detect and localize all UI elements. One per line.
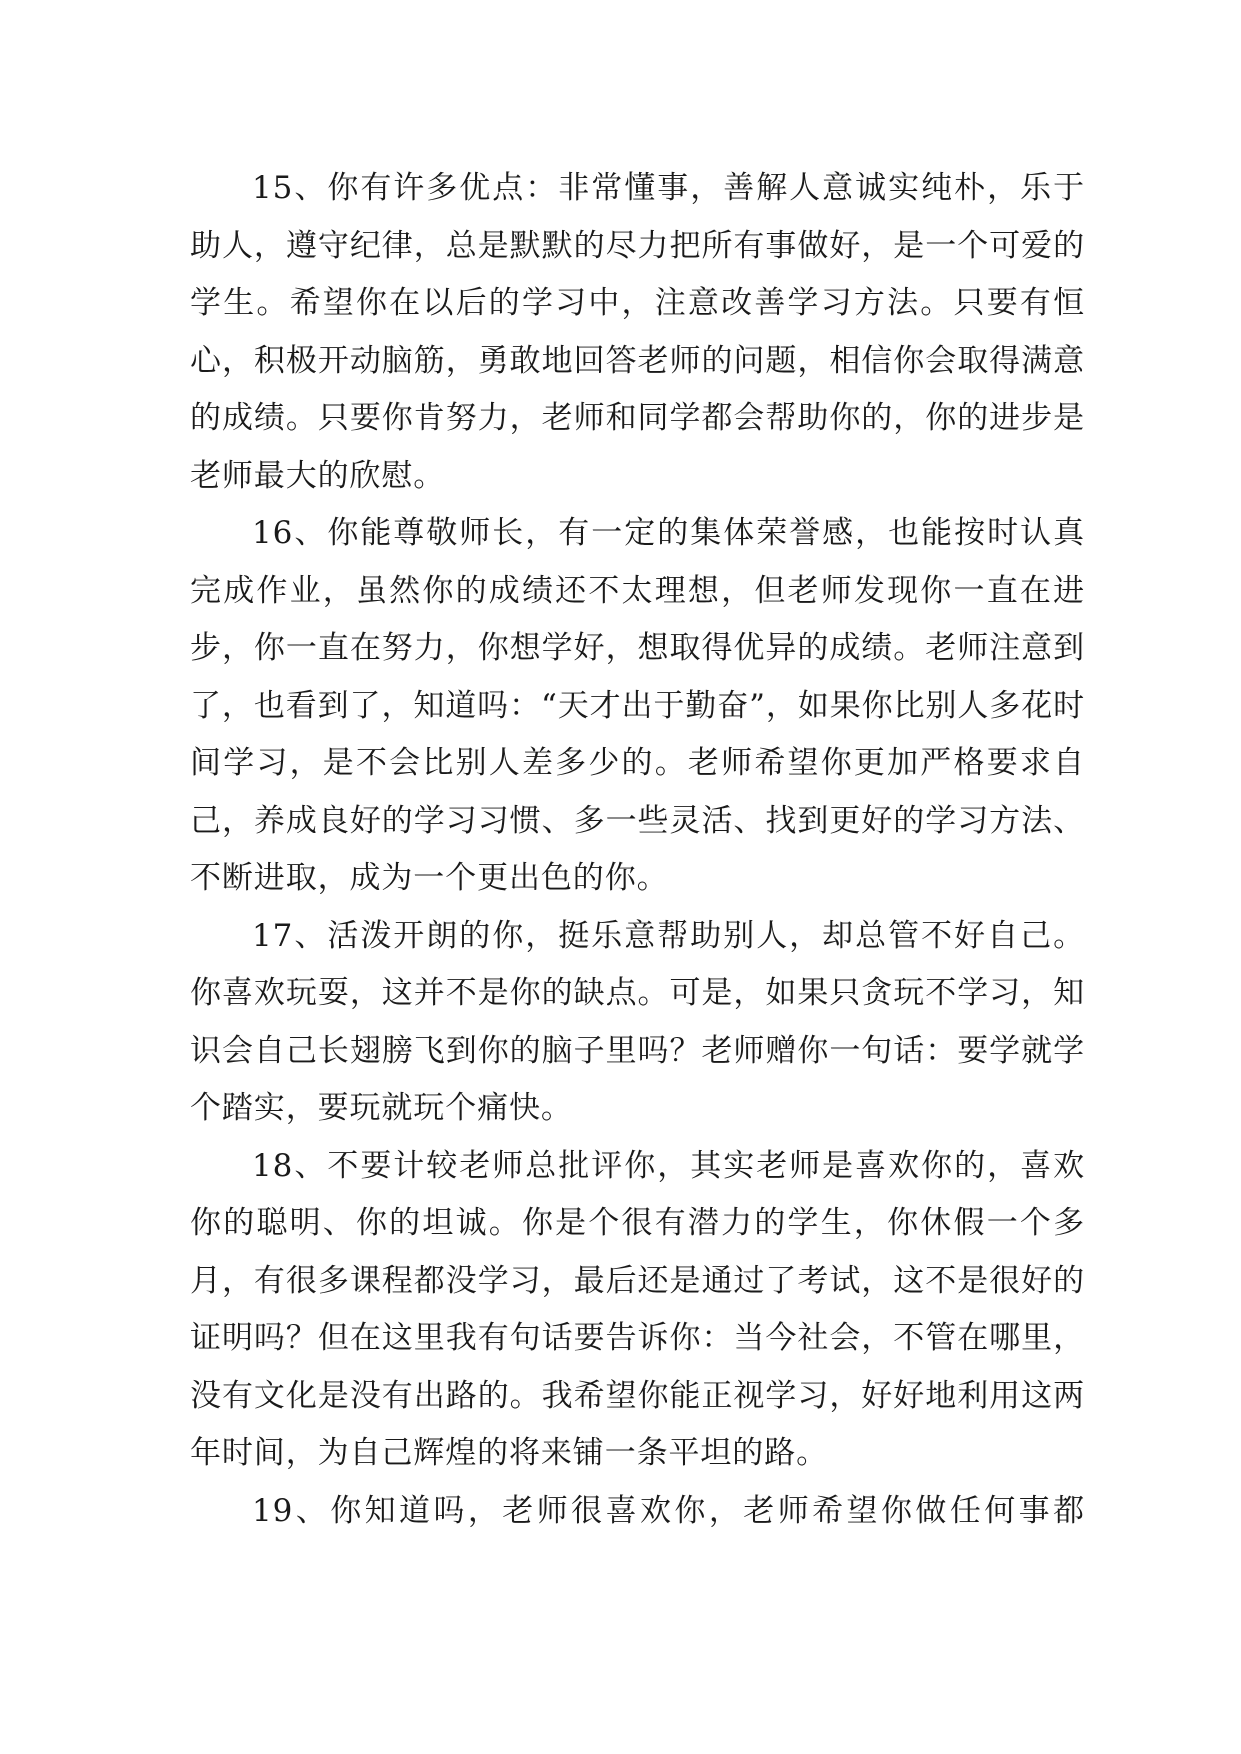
document-body	[190, 160, 1085, 1540]
paragraph-15: 15、你有许多优点：非常懂事，善解人意诚实纯朴，乐于助人，遵守纪律，总是默默的尽力把所有事做好，是一个可爱的学生。希望你在以后的学习中，注意改善学习方法。只要有恒心，积极开动脑筋，勇敢地回答老师的问题，相信你会取得满意的成绩。只要你肯努力，老师和同学都会帮助你的，你的进步是老师最大的欣慰。	[190, 170, 1085, 494]
paragraph-16: 16、你能尊敬师长，有一定的集体荣誉感，也能按时认真完成作业，虽然你的成绩还不太理想，但老师发现你一直在进步，你一直在努力，你想学好，想取得优异的成绩。老师注意到了，也看到了，知道吗：“天才出于勤奋”，如果你比别人多花时间学习，是不会比别人差多少的。老师希望你更加严格要求自己，养成良好的学习习惯、多一些灵活、找到更好的学习方法、不断进取，成为一个更出色的你。	[190, 515, 1085, 896]
paragraph-17: 17、活泼开朗的你，挺乐意帮助别人，却总管不好自己。你喜欢玩耍，这并不是你的缺点。可是，如果只贪玩不学习，知识会自己长翅膀飞到你的脑子里吗？老师赠你一句话：要学就学个踏实，要玩就玩个痛快。	[190, 917, 1085, 1126]
paragraph-18: 18、不要计较老师总批评你，其实老师是喜欢你的，喜欢你的聪明、你的坦诚。你是个很有潜力的学生，你休假一个多月，有很多课程都没学习，最后还是通过了考试，这不是很好的证明吗？但在这里我有句话要告诉你：当今社会，不管在哪里，没有文化是没有出路的。我希望你能正视学习，好好地利用这两年时间，为自己辉煌的将来铺一条平坦的路。	[190, 1147, 1085, 1471]
paragraph-19: 19、你知道吗，老师很喜欢你，老师希望你做任何事都	[252, 1492, 1085, 1529]
